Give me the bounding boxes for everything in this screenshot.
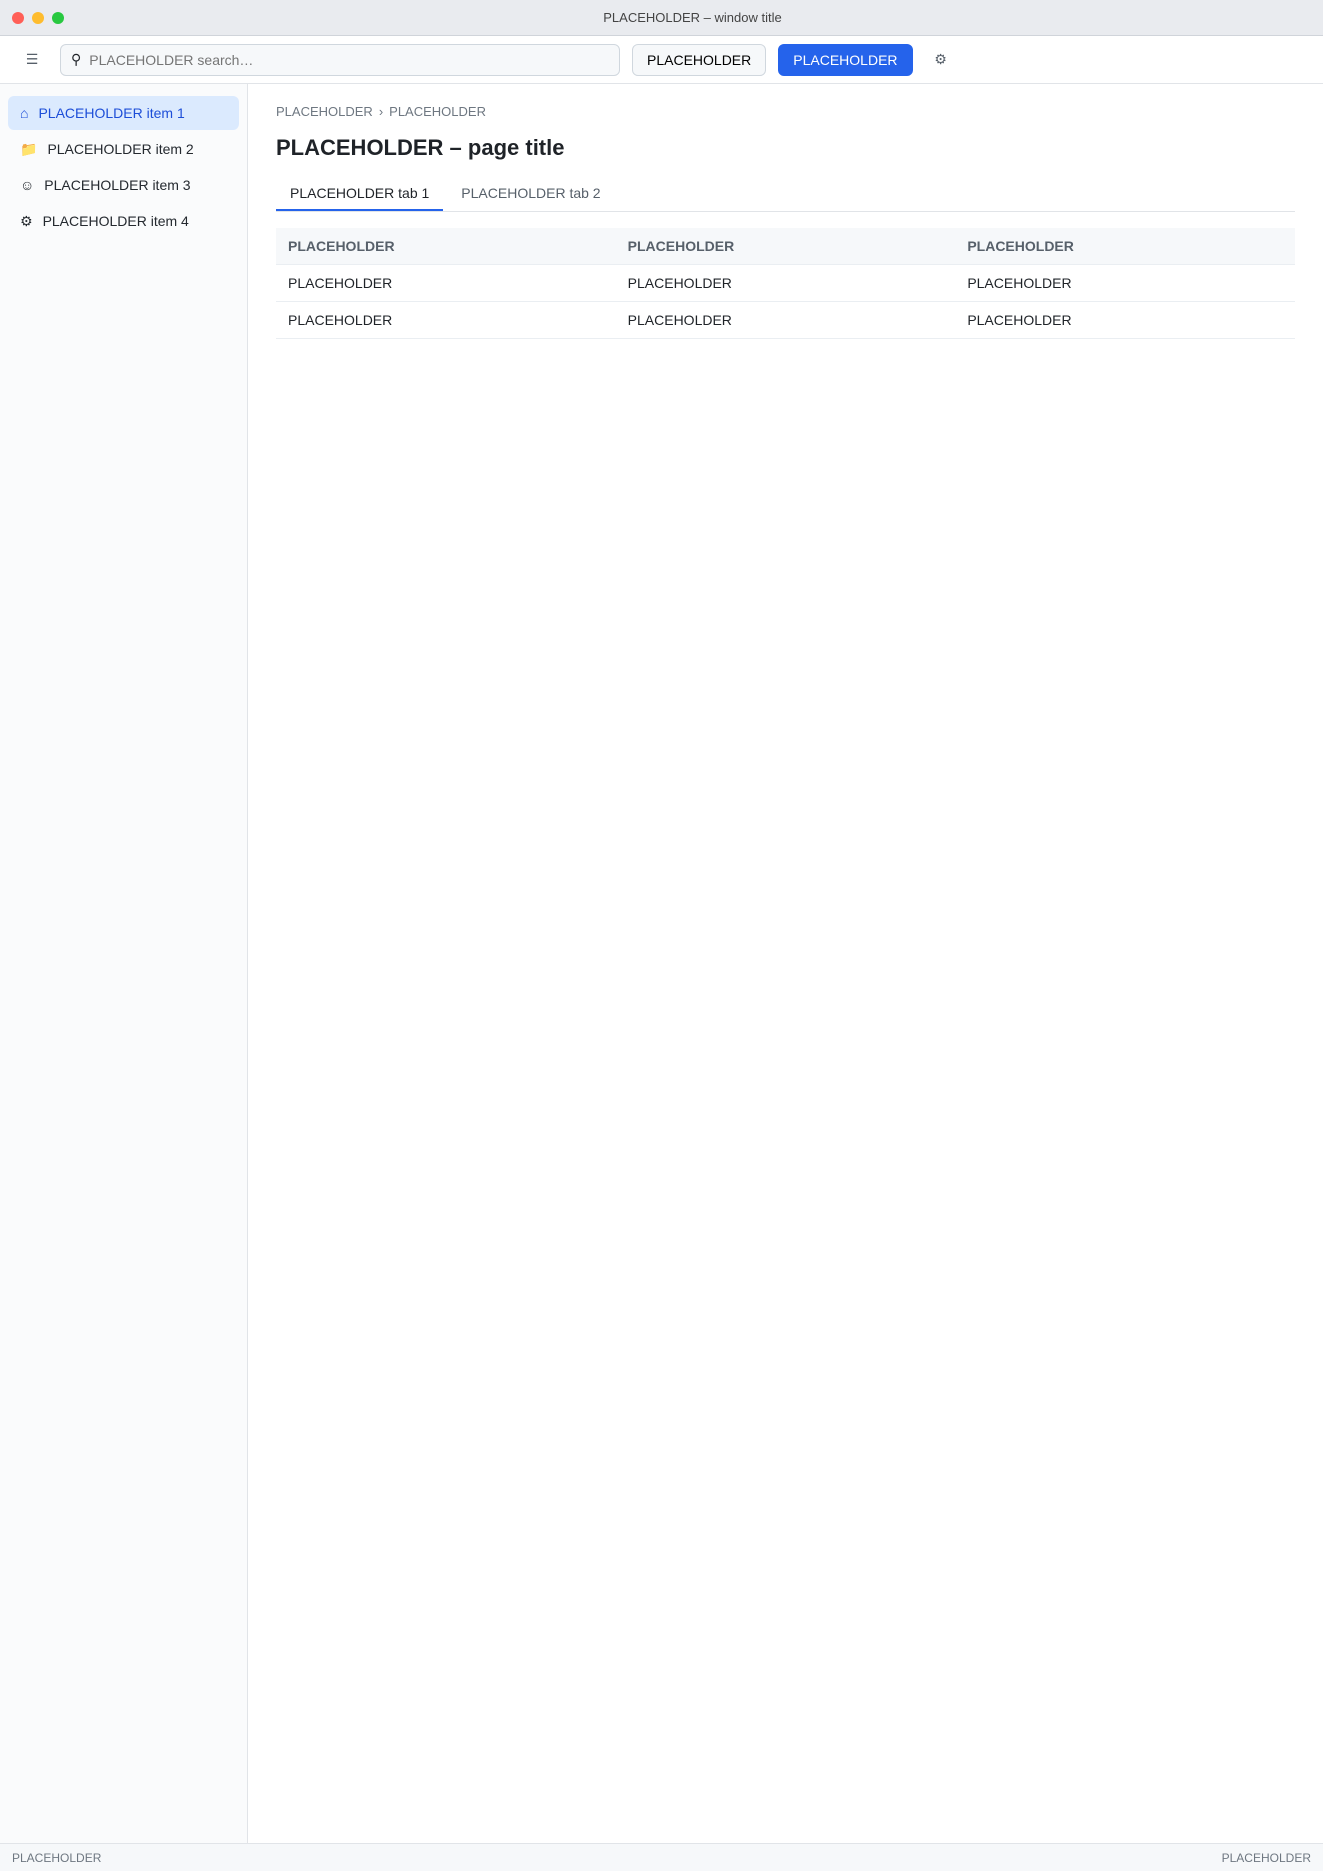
- folder-icon: 📁: [20, 140, 38, 157]
- menu-icon: ☰: [25, 51, 39, 67]
- settings-button[interactable]: [925, 44, 957, 76]
- status-bar: [0, 1843, 1323, 1871]
- primary-button[interactable]: PLACEHOLDER: [778, 44, 912, 76]
- table-row[interactable]: [276, 265, 1295, 302]
- maximize-window-button[interactable]: [52, 12, 64, 24]
- chevron-right-icon: ›: [378, 104, 384, 119]
- table-cell: PLACEHOLDER: [276, 265, 616, 302]
- table-cell: PLACEHOLDER: [616, 265, 956, 302]
- gear-icon: ⚙: [934, 51, 947, 67]
- tab-1[interactable]: PLACEHOLDER tab 1: [276, 177, 443, 211]
- secondary-button[interactable]: PLACEHOLDER: [632, 44, 766, 76]
- breadcrumb-item[interactable]: PLACEHOLDER: [276, 104, 373, 119]
- sidebar-item-3[interactable]: [8, 168, 239, 202]
- sidebar-item-4[interactable]: [8, 204, 239, 238]
- sidebar-item-2[interactable]: [8, 132, 239, 166]
- sidebar-item-1[interactable]: [8, 96, 239, 130]
- sidebar-item-label: PLACEHOLDER item 3: [44, 177, 191, 193]
- table-cell: PLACEHOLDER: [955, 265, 1295, 302]
- sidebar-item-label: PLACEHOLDER item 1: [38, 105, 185, 121]
- sidebar-item-label: PLACEHOLDER item 4: [42, 213, 189, 229]
- toolbar: [0, 36, 1323, 84]
- home-icon: ⌂: [20, 105, 29, 121]
- tab-bar: [276, 177, 1295, 212]
- title-bar: [0, 0, 1323, 36]
- status-text-right: PLACEHOLDER: [1221, 1850, 1311, 1865]
- window-title: PLACEHOLDER – window title: [603, 10, 782, 25]
- window-controls: [12, 12, 64, 24]
- data-table: [276, 228, 1295, 339]
- sidebar: [0, 84, 248, 1843]
- sidebar-item-label: PLACEHOLDER item 2: [47, 141, 194, 157]
- table-cell: PLACEHOLDER: [276, 302, 616, 339]
- breadcrumb-item: PLACEHOLDER: [389, 104, 486, 119]
- table-cell: PLACEHOLDER: [955, 302, 1295, 339]
- main-content: [248, 84, 1323, 1843]
- column-header[interactable]: PLACEHOLDER: [276, 228, 616, 265]
- search-icon: ⚲: [71, 51, 82, 67]
- app-body: [0, 84, 1323, 1843]
- user-icon: ☺: [20, 177, 35, 193]
- breadcrumb: [276, 104, 1295, 119]
- table-row[interactable]: [276, 302, 1295, 339]
- gear-icon: ⚙: [20, 212, 33, 229]
- table-header-row: [276, 228, 1295, 265]
- minimize-window-button[interactable]: [32, 12, 44, 24]
- page-title: PLACEHOLDER – page title: [276, 135, 565, 160]
- tab-2[interactable]: PLACEHOLDER tab 2: [461, 185, 601, 201]
- table-cell: PLACEHOLDER: [616, 302, 956, 339]
- menu-button[interactable]: [16, 44, 48, 76]
- search-box: [60, 44, 620, 76]
- close-window-button[interactable]: [12, 12, 24, 24]
- status-text-left: PLACEHOLDER: [12, 1850, 102, 1865]
- search-input[interactable]: [89, 52, 609, 68]
- column-header[interactable]: PLACEHOLDER: [955, 228, 1295, 265]
- column-header[interactable]: PLACEHOLDER: [616, 228, 956, 265]
